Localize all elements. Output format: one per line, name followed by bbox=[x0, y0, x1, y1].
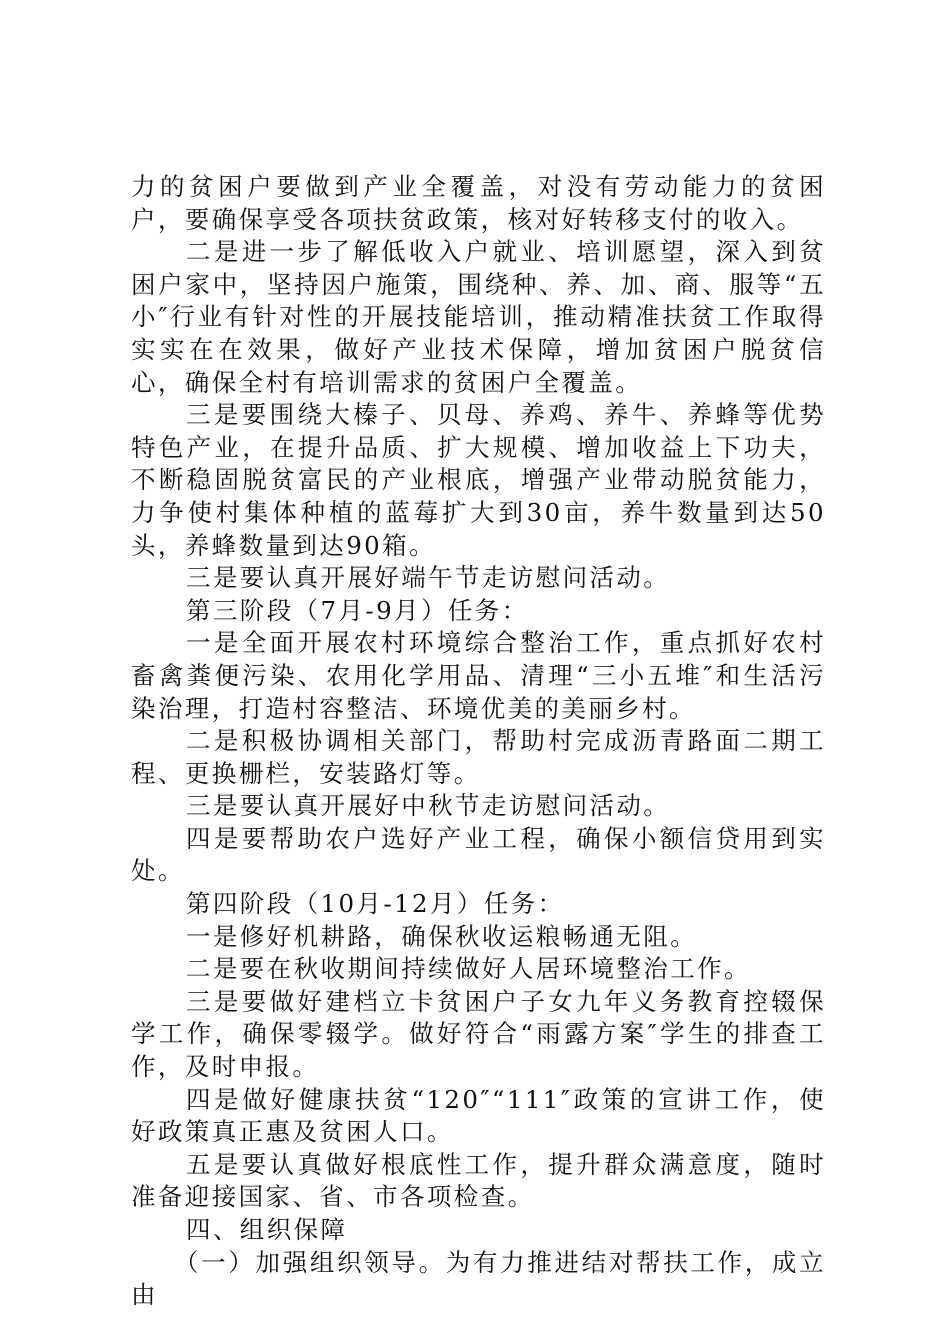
section4-heading: 四、组织保障 bbox=[186, 1215, 348, 1244]
paragraph-stage3-item1: 一是全面开展农村环境综合整治工作，重点抓好农村畜禽粪便污染、农用化学用品、清理“三小五堆″和生活污染治理，打造村容整洁、环境优美的美丽乡村。 bbox=[131, 628, 826, 723]
paragraph-stage4-item2: 二是要在秋收期间持续做好人居环境整治工作。 bbox=[186, 954, 751, 984]
paragraph-stage2-item3b: 三是要认真开展好端午节走访慰问活动。 bbox=[186, 563, 671, 593]
paragraph-stage2-item2: 二是进一步了解低收入户就业、培训愿望，深入到贫困户家中，坚持因户施策，围绕种、养、加、商、服等“五小″行业有针对性的开展技能培训，推动精准扶贫工作取得实实在在效果，做好产业技术保障，增加贫困户脱贫信心，确保全村有培训需求的贫困户全覆盖。 bbox=[131, 237, 826, 397]
paragraph-continuation: 力的贫困户要做到产业全覆盖，对没有劳动能力的贫困户，要确保享受各项扶贫政策，核对好转移支付的收入。 bbox=[131, 172, 826, 234]
paragraph-stage4-item1: 一是修好机耕路，确保秋收运粮畅通无阻。 bbox=[186, 921, 698, 951]
paragraph-stage3-item3: 三是要认真开展好中秋节走访慰问活动。 bbox=[186, 791, 671, 821]
paragraph-stage4-item4: 四是做好健康扶贫“120″“111″政策的宣讲工作，使好政策真正惠及贫困人口。 bbox=[131, 1084, 826, 1147]
stage4-heading: 第四阶段（10月-12月）任务： bbox=[186, 889, 565, 919]
document-body bbox=[131, 171, 826, 1312]
paragraph-stage3-item4: 四是要帮助农户选好产业工程，确保小额信贷用到实处。 bbox=[131, 823, 826, 886]
stage3-heading: 第三阶段（7月-9月）任务： bbox=[186, 595, 529, 625]
paragraph-section4-item1: （一）加强组织领导。为有力推进结对帮扶工作，成立由 bbox=[131, 1247, 826, 1310]
paragraph-stage4-item5: 五是要认真做好根底性工作，提升群众满意度，随时准备迎接国家、省、市各项检查。 bbox=[131, 1149, 826, 1212]
paragraph-stage2-item3: 三是要围绕大榛子、贝母、养鸡、养牛、养蜂等优势特色产业，在提升品质、扩大规模、增加收益上下功夫，不断稳固脱贫富民的产业根底，增强产业带动脱贫能力，力争使村集体种植的蓝莓扩大到30亩，养牛数量到达50头，养蜂数量到达90箱。 bbox=[131, 400, 826, 560]
paragraph-stage3-item2: 二是积极协调相关部门，帮助村完成沥青路面二期工程、更换栅栏，安装路灯等。 bbox=[131, 726, 826, 788]
paragraph-stage4-item3: 三是要做好建档立卡贫困户子女九年义务教育控辍保学工作，确保零辍学。做好符合“雨露方案″学生的排查工作，及时申报。 bbox=[131, 986, 826, 1082]
